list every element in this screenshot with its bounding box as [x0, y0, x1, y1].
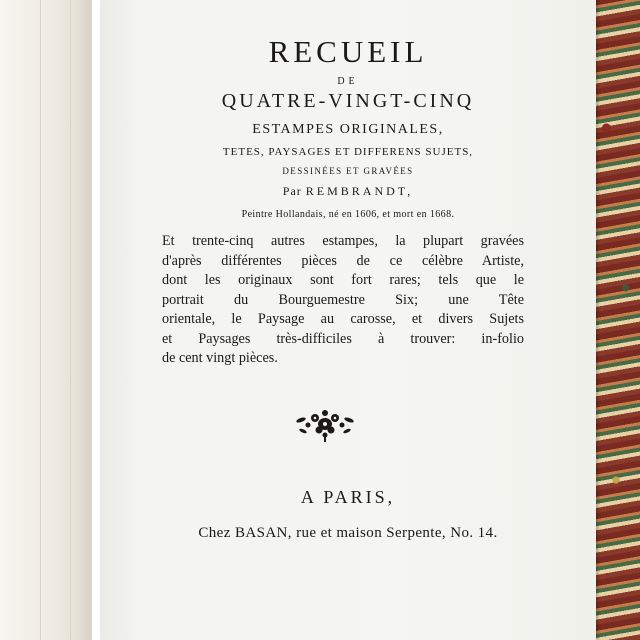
leaf-edge	[70, 0, 71, 640]
paragraph-line: portrait du Bourguemestre Six; une Tête	[162, 291, 524, 308]
peintre-line: Peintre Hollandais, né en 1606, et mort en 1668.	[241, 209, 455, 220]
description-paragraph	[162, 232, 524, 369]
page-title: RECUEIL	[268, 34, 428, 69]
leaf-edge	[40, 0, 41, 640]
floral-fleuron-icon	[293, 404, 357, 444]
marbled-book-edge	[592, 0, 640, 640]
imprint-place: A PARIS,	[300, 487, 396, 507]
paragraph-line: de cent vingt pièces.	[162, 350, 278, 366]
title-de: DE	[337, 76, 359, 87]
par-prefix: Par	[282, 184, 302, 198]
paragraph-line: et Paysages très-difficiles à trouver: in-folio	[162, 330, 524, 347]
author-line	[100, 184, 596, 199]
title-subtitle: QUATRE-VINGT-CINQ	[221, 90, 475, 112]
paragraph-line: d'après différentes pièces de ce célèbre Artiste,	[162, 252, 524, 269]
line-tetes: TETES, PAYSAGES ET DIFFERENS SUJETS,	[222, 146, 474, 158]
line-dessinees: DESSINÉES ET GRAVÉES	[282, 166, 414, 176]
line-estampes: ESTAMPES ORIGINALES,	[252, 122, 444, 137]
paragraph-line: dont les originaux sont fort rares; tels que le	[162, 272, 524, 288]
imprint-line: Chez BASAN, rue et maison Serpente, No. 14.	[198, 525, 498, 541]
title-page	[100, 0, 596, 640]
leaf-edge	[88, 0, 89, 640]
author-name: REMBRANDT,	[305, 184, 414, 198]
left-page-leaves	[0, 0, 92, 640]
paragraph-line: Et trente-cinq autres estampes, la plupart gravées	[162, 233, 524, 249]
paragraph-line: orientale, le Paysage au carosse, et divers Sujets	[162, 311, 524, 327]
